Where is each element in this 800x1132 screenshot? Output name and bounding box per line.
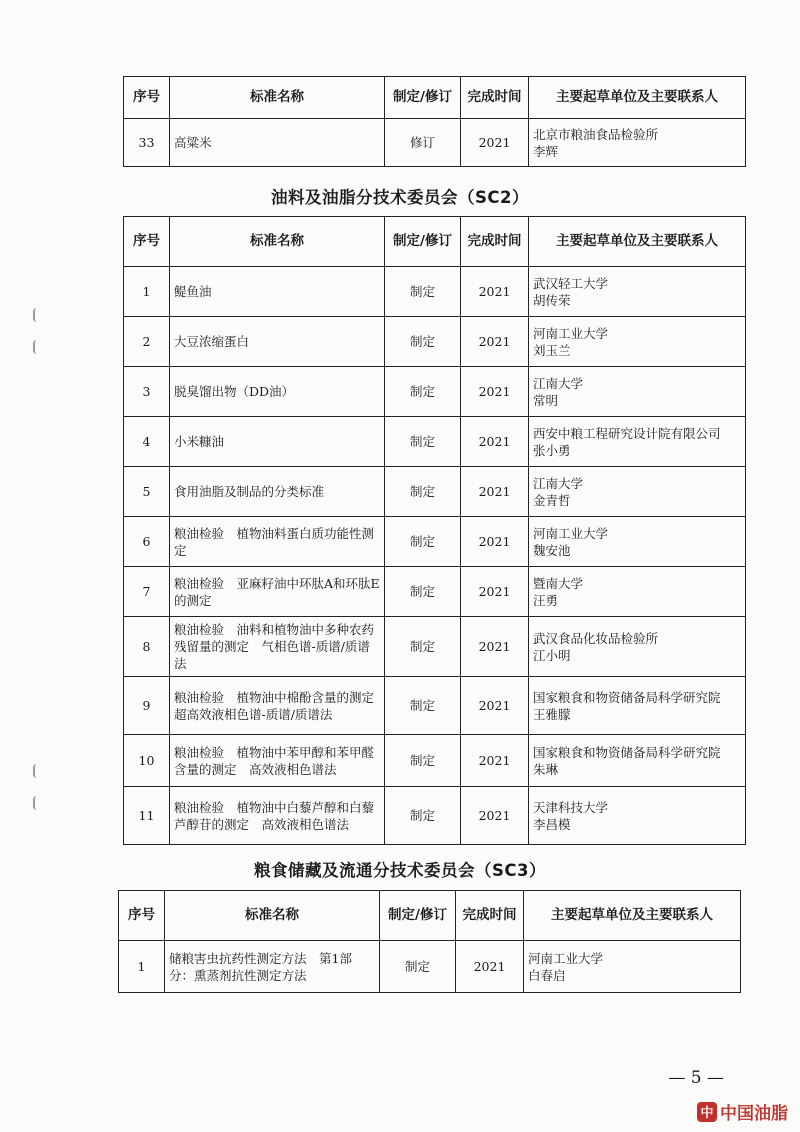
page-number: — 5 —: [668, 1068, 724, 1088]
row-name: 粮油检验 植物油中苯甲醇和苯甲醛含量的测定 高效液相色谱法: [170, 735, 385, 787]
table-sc3-body: [119, 941, 741, 993]
row-type: 制定: [385, 787, 461, 845]
row-type: 制定: [385, 517, 461, 567]
row-contact: 李辉: [533, 143, 559, 159]
header-unit: 主要起草单位及主要联系人: [529, 77, 746, 119]
row-unit: [529, 567, 746, 617]
row-type: 制定: [385, 317, 461, 367]
row-contact: 金青哲: [533, 492, 571, 508]
row-no: 4: [124, 417, 170, 467]
row-unit-name: 河南工业大学: [533, 525, 609, 541]
row-contact: 白春启: [528, 967, 566, 983]
header-no: 序号: [124, 217, 170, 267]
row-type: 制定: [385, 735, 461, 787]
row-no: 8: [124, 617, 170, 677]
watermark-text: 中国油脂: [720, 1104, 788, 1124]
row-year: 2021: [461, 417, 529, 467]
watermark: [697, 1099, 788, 1124]
row-year: 2021: [456, 941, 524, 993]
row-name: 粮油检验 植物油中白藜芦醇和白藜芦醇苷的测定 高效液相色谱法: [170, 787, 385, 845]
row-year: 2021: [461, 617, 529, 677]
header-type: 制定/修订: [380, 891, 456, 941]
row-unit-name: 河南工业大学: [528, 950, 604, 966]
row-contact: 江小明: [533, 647, 571, 663]
row-unit-name: 暨南大学: [533, 575, 584, 591]
row-name: 小米糠油: [170, 417, 385, 467]
row-unit: [529, 267, 746, 317]
table-row: [124, 517, 746, 567]
scan-artifact: [33, 764, 40, 778]
row-unit: [529, 677, 746, 735]
table-row: [124, 617, 746, 677]
row-contact: 胡传荣: [533, 292, 571, 308]
row-contact: 朱琳: [533, 761, 559, 777]
row-unit-name: 江南大学: [533, 375, 584, 391]
row-type: 制定: [380, 941, 456, 993]
table-header-row: [119, 891, 741, 941]
row-name: 大豆浓缩蛋白: [170, 317, 385, 367]
row-type: 制定: [385, 617, 461, 677]
table-row: [124, 677, 746, 735]
row-unit: [524, 941, 741, 993]
row-unit: [529, 317, 746, 367]
row-unit-name: 江南大学: [533, 475, 584, 491]
row-no: 1: [119, 941, 165, 993]
table-row: [124, 467, 746, 517]
section-title-sc3: 粮食储藏及流通分技术委员会（SC3）: [254, 861, 546, 880]
row-name: 鳀鱼油: [170, 267, 385, 317]
row-type: 制定: [385, 267, 461, 317]
row-contact: 常明: [533, 392, 559, 408]
row-no: 2: [124, 317, 170, 367]
header-unit: 主要起草单位及主要联系人: [529, 217, 746, 267]
row-unit: [529, 517, 746, 567]
row-contact: 张小勇: [533, 442, 571, 458]
row-name: 粮油检验 亚麻籽油中环肽A和环肽E的测定: [170, 567, 385, 617]
row-contact: 魏安池: [533, 542, 571, 558]
row-year: 2021: [461, 787, 529, 845]
table-sc3: [118, 890, 741, 993]
row-contact: 李昌模: [533, 816, 571, 832]
row-name: 脱臭馏出物（DD油）: [170, 367, 385, 417]
row-contact: 汪勇: [533, 592, 559, 608]
row-type: 制定: [385, 367, 461, 417]
row-no: 6: [124, 517, 170, 567]
row-type: 制定: [385, 467, 461, 517]
row-year: 2021: [461, 517, 529, 567]
header-year: 完成时间: [456, 891, 524, 941]
row-no: 9: [124, 677, 170, 735]
table-row: [124, 567, 746, 617]
row-no: 10: [124, 735, 170, 787]
row-no: 3: [124, 367, 170, 417]
row-no: 7: [124, 567, 170, 617]
table-row: [124, 119, 746, 167]
row-type: 制定: [385, 567, 461, 617]
table-row: [119, 941, 741, 993]
row-contact: 王雅朦: [533, 706, 571, 722]
table-row: [124, 317, 746, 367]
table-sc2-body: [124, 267, 746, 845]
table-row: [124, 735, 746, 787]
row-name: 粮油检验 植物油中棉酚含量的测定 超高效液相色谱-质谱/质谱法: [170, 677, 385, 735]
row-contact: 刘玉兰: [533, 342, 571, 358]
row-no: 1: [124, 267, 170, 317]
table-continuation: [123, 76, 746, 167]
header-name: 标准名称: [165, 891, 380, 941]
row-type: 制定: [385, 417, 461, 467]
header-no: 序号: [119, 891, 165, 941]
row-unit-name: 武汉轻工大学: [533, 275, 609, 291]
row-no: 33: [124, 119, 170, 167]
row-unit-name: 河南工业大学: [533, 325, 609, 341]
row-year: 2021: [461, 267, 529, 317]
row-unit: [529, 367, 746, 417]
table-row: [124, 367, 746, 417]
section-title-sc2: 油料及油脂分技术委员会（SC2）: [271, 188, 529, 207]
header-no: 序号: [124, 77, 170, 119]
table-sc2: [123, 216, 746, 845]
row-unit-name: 武汉食品化妆品检验所: [533, 630, 659, 646]
row-year: 2021: [461, 467, 529, 517]
row-unit-name: 西安中粮工程研究设计院有限公司: [533, 425, 721, 441]
row-name: 高粱米: [170, 119, 385, 167]
row-no: 11: [124, 787, 170, 845]
row-unit: [529, 617, 746, 677]
row-name: 粮油检验 油料和植物油中多种农药残留量的测定 气相色谱-质谱/质谱法: [170, 617, 385, 677]
header-type: 制定/修订: [385, 217, 461, 267]
row-year: 2021: [461, 119, 529, 167]
row-year: 2021: [461, 735, 529, 787]
scan-artifact: [33, 796, 40, 810]
header-year: 完成时间: [461, 77, 529, 119]
row-unit: [529, 417, 746, 467]
row-name: 储粮害虫抗药性测定方法 第1部分：熏蒸剂抗性测定方法: [165, 941, 380, 993]
scan-artifact: [33, 308, 40, 322]
header-unit: 主要起草单位及主要联系人: [524, 891, 741, 941]
table-header-row: [124, 77, 746, 119]
row-name: 粮油检验 植物油料蛋白质功能性测定: [170, 517, 385, 567]
scan-artifact: [33, 340, 40, 354]
row-unit-name: 国家粮食和物资储备局科学研究院: [533, 744, 721, 760]
row-year: 2021: [461, 677, 529, 735]
watermark-logo-icon: 中: [697, 1102, 717, 1122]
row-year: 2021: [461, 317, 529, 367]
row-year: 2021: [461, 367, 529, 417]
row-unit-name: 天津科技大学: [533, 799, 609, 815]
table-row: [124, 787, 746, 845]
row-unit-name: 北京市粮油食品检验所: [533, 126, 659, 142]
row-year: 2021: [461, 567, 529, 617]
row-unit: [529, 467, 746, 517]
row-unit: [529, 787, 746, 845]
row-type: 修订: [385, 119, 461, 167]
row-no: 5: [124, 467, 170, 517]
row-unit-name: 国家粮食和物资储备局科学研究院: [533, 689, 721, 705]
header-name: 标准名称: [170, 217, 385, 267]
table-row: [124, 417, 746, 467]
row-name: 食用油脂及制品的分类标准: [170, 467, 385, 517]
row-type: 制定: [385, 677, 461, 735]
table-row: [124, 267, 746, 317]
header-year: 完成时间: [461, 217, 529, 267]
table-header-row: [124, 217, 746, 267]
header-type: 制定/修订: [385, 77, 461, 119]
header-name: 标准名称: [170, 77, 385, 119]
row-unit: [529, 119, 746, 167]
row-unit: [529, 735, 746, 787]
